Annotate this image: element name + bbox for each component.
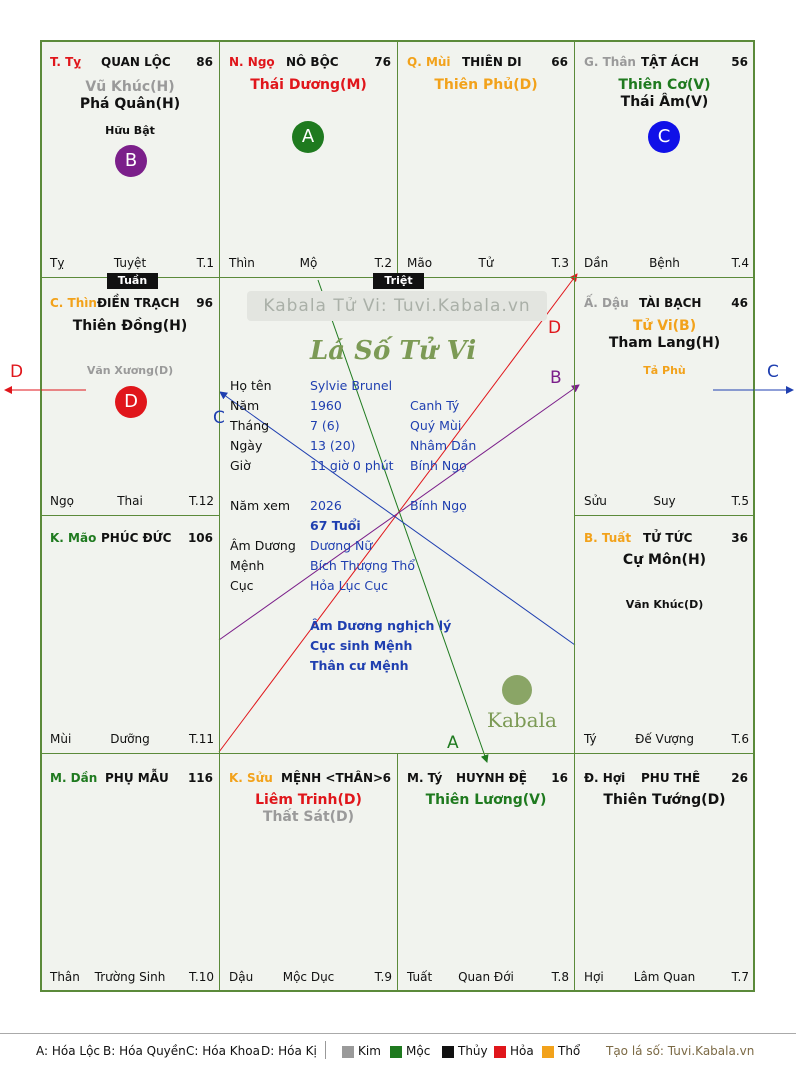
foot-branch: Tuất: [407, 970, 433, 984]
star: Thiên Tướng(D): [603, 792, 726, 808]
foot-stage: Thai: [117, 494, 143, 508]
star: Thiên Phủ(D): [434, 77, 538, 93]
info-label: Cục: [230, 578, 254, 593]
info-value: Hỏa Lục Cục: [310, 578, 388, 593]
palace-phu-the: [574, 753, 755, 992]
palace-value: 6: [382, 771, 391, 785]
line-label-d: D: [548, 318, 562, 338]
foot-branch: Tỵ: [50, 256, 65, 270]
foot-stage: Mộ: [299, 256, 318, 270]
palace-value: 116: [187, 771, 213, 785]
palace-thien-di: [397, 40, 575, 278]
palace-name: HUYNH ĐỆ: [456, 771, 527, 785]
foot-branch: Mão: [407, 256, 433, 270]
palace-name: NÔ BỘC: [286, 55, 339, 69]
info-label: Tháng: [230, 418, 270, 433]
foot-stage: Bệnh: [649, 256, 680, 270]
palace-branch: K. Sửu: [229, 771, 273, 785]
palace-value: 56: [731, 55, 748, 69]
swatch-hoa: [494, 1046, 506, 1058]
minor-star: Hữu Bật: [105, 124, 155, 137]
foot-stage: Trường Sinh: [94, 970, 166, 984]
star: Liêm Trinh(D): [255, 792, 362, 808]
marker-d: D: [115, 386, 147, 418]
triet-tag: Triệt: [373, 273, 424, 289]
info-label: Ngày: [230, 438, 263, 453]
info-value: Sylvie Brunel: [310, 378, 393, 393]
palace-tat-ach: [574, 40, 755, 278]
foot-stage: Mộc Dục: [282, 970, 335, 984]
palace-name: PHÚC ĐỨC: [101, 531, 172, 545]
palace-dien-trach: [40, 277, 220, 516]
info-value: 2026: [310, 498, 342, 513]
palace-name: MỆNH <THÂN>: [281, 771, 384, 785]
palace-branch: Đ. Hợi: [584, 771, 626, 785]
palace-branch: T. Tỵ: [50, 55, 82, 69]
palace-name: PHỤ MẪU: [105, 771, 169, 785]
palace-value: 36: [731, 531, 748, 545]
legend-tho: Thổ: [558, 1044, 581, 1058]
palace-name: TẬT ÁCH: [641, 55, 699, 69]
side-label-c: C: [767, 362, 779, 382]
info-value-canchi: Quý Mùi: [410, 418, 462, 433]
marker-a: A: [292, 121, 324, 153]
legend-divider: [0, 1033, 796, 1034]
minor-star: Văn Xương(D): [86, 364, 174, 377]
info-value: 13 (20): [310, 438, 356, 453]
palace-name: ĐIỀN TRẠCH: [97, 296, 180, 310]
palace-name: QUAN LỘC: [101, 55, 171, 69]
palace-branch: Q. Mùi: [407, 55, 451, 69]
star: Tử Vi(B): [632, 318, 697, 334]
star: Phá Quân(H): [79, 96, 181, 112]
foot-stage: Dưỡng: [110, 732, 150, 746]
tuan-tag: Tuần: [107, 273, 158, 289]
foot-branch: Sửu: [584, 494, 607, 508]
palace-name: TÀI BẠCH: [639, 296, 702, 310]
foot-branch: Tý: [584, 732, 597, 746]
palace-no-boc: [219, 40, 398, 278]
info-value-canchi: Nhâm Dần: [410, 438, 477, 453]
palace-branch: G. Thân: [584, 55, 636, 69]
palace-name: PHU THÊ: [641, 771, 701, 785]
swatch-tho: [542, 1046, 554, 1058]
info-value: Bích Thượng Thổ: [310, 558, 415, 573]
palace-value: 66: [551, 55, 568, 69]
palace-branch: N. Ngọ: [229, 55, 275, 69]
foot-term: T.9: [374, 970, 392, 984]
foot-branch: Dậu: [229, 970, 254, 984]
watermark-banner: Kabala Tử Vi: Tuvi.Kabala.vn: [247, 291, 547, 321]
foot-branch: Ngọ: [50, 494, 74, 508]
foot-term: T.7: [731, 970, 749, 984]
foot-branch: Dần: [584, 256, 609, 270]
star: Thiên Lương(V): [425, 792, 547, 808]
line-label-b: B: [550, 368, 562, 388]
info-label: Mệnh: [230, 558, 265, 573]
foot-stage: Lâm Quan: [633, 970, 696, 984]
info-value-canchi: Canh Tý: [410, 398, 460, 413]
foot-stage: Tuyệt: [113, 256, 147, 270]
note: Âm Dương nghịch lý: [310, 618, 452, 633]
palace-value: 26: [731, 771, 748, 785]
palace-value: 96: [196, 296, 213, 310]
palace-huynh-de: [397, 753, 575, 992]
palace-value: 106: [187, 531, 213, 545]
foot-stage: Tử: [478, 256, 494, 270]
palace-quan-loc: [40, 40, 220, 278]
star: Vũ Khúc(H): [85, 79, 175, 95]
palace-name: THIÊN DI: [462, 55, 522, 69]
minor-star: Văn Khúc(D): [625, 598, 704, 611]
foot-branch: Hợi: [584, 970, 604, 984]
foot-term: T.12: [189, 494, 214, 508]
palace-phu-mau: [40, 753, 220, 992]
foot-branch: Thân: [50, 970, 80, 984]
foot-term: T.11: [189, 732, 214, 746]
kabala-logo-icon: [502, 675, 532, 705]
palace-branch: M. Dần: [50, 771, 98, 785]
info-label: Họ tên: [230, 378, 272, 393]
minor-star: Tả Phù: [643, 364, 686, 377]
legend-hoa-loc-text: A: Hóa Lộc: [36, 1044, 101, 1058]
legend-hoa: Hỏa: [510, 1044, 534, 1058]
star: Thái Dương(M): [250, 77, 367, 93]
foot-term: T.4: [731, 256, 749, 270]
star: Thất Sát(D): [262, 809, 355, 825]
foot-branch: Mùi: [50, 732, 72, 746]
kabala-brand: Kabala: [487, 708, 557, 732]
foot-term: T.10: [189, 970, 214, 984]
star: Thiên Đồng(H): [72, 318, 188, 334]
info-value: 1960: [310, 398, 342, 413]
marker-b: B: [115, 145, 147, 177]
palace-tai-bach: [574, 277, 755, 516]
legend-thuy: Thủy: [458, 1044, 488, 1058]
info-label: Năm xem: [230, 498, 291, 513]
info-value: Dương Nữ: [310, 538, 373, 553]
star: Cự Môn(H): [622, 552, 707, 568]
palace-value: 86: [196, 55, 213, 69]
foot-term: T.5: [731, 494, 749, 508]
palace-branch: M. Tý: [407, 771, 443, 785]
legend-moc: Mộc: [406, 1044, 431, 1058]
info-value: 11 giờ 0 phút: [310, 458, 394, 473]
foot-term: T.6: [731, 732, 749, 746]
foot-term: T.8: [551, 970, 569, 984]
marker-c: C: [648, 121, 680, 153]
foot-term: T.3: [551, 256, 569, 270]
palace-phuc-duc: [40, 515, 220, 754]
star: Tham Lang(H): [608, 335, 721, 351]
legend-site[interactable]: Tạo lá số: Tuvi.Kabala.vn: [606, 1044, 755, 1058]
legend-hoa-ki: D: Hóa Kị: [261, 1044, 317, 1058]
info-value-canchi: Bính Ngọ: [410, 498, 467, 513]
swatch-moc: [390, 1046, 402, 1058]
foot-term: T.2: [374, 256, 392, 270]
line-label-a: A: [447, 733, 459, 753]
swatch-thuy: [442, 1046, 454, 1058]
palace-value: 16: [551, 771, 568, 785]
note: Cục sinh Mệnh: [310, 638, 413, 653]
legend-kim: Kim: [358, 1044, 381, 1058]
star: Thái Âm(V): [620, 94, 709, 110]
note: Thân cư Mệnh: [310, 658, 409, 673]
legend-sep: [325, 1041, 326, 1059]
foot-stage: Quan Đới: [458, 970, 514, 984]
palace-value: 46: [731, 296, 748, 310]
palace-branch: B. Tuất: [584, 531, 632, 545]
info-label: Âm Dương: [230, 538, 296, 553]
palace-branch: K. Mão: [50, 531, 97, 545]
star: Thiên Cơ(V): [618, 77, 711, 93]
line-label-c: C: [213, 408, 225, 428]
palace-menh: [219, 753, 398, 992]
age-value: 67 Tuổi: [310, 518, 361, 533]
info-label: Năm: [230, 398, 260, 413]
foot-term: T.1: [196, 256, 214, 270]
info-value: 7 (6): [310, 418, 340, 433]
legend-hoa-quyen: B: Hóa Quyền: [103, 1044, 186, 1058]
foot-stage: Đế Vượng: [635, 732, 694, 746]
info-value-canchi: Bính Ngọ: [410, 458, 467, 473]
palace-value: 76: [374, 55, 391, 69]
palace-branch: Ấ. Dậu: [584, 296, 629, 310]
palace-branch: C. Thìn: [50, 296, 97, 310]
info-label: Giờ: [230, 458, 251, 473]
palace-tu-tuc: [574, 515, 755, 754]
swatch-kim: [342, 1046, 354, 1058]
legend-hoa-khoa: C: Hóa Khoa: [186, 1044, 260, 1058]
chart-title: Lá Số Tử Vi: [310, 336, 477, 366]
palace-name: TỬ TỨC: [643, 531, 693, 545]
foot-branch: Thìn: [229, 256, 255, 270]
side-label-d: D: [10, 362, 24, 382]
foot-stage: Suy: [653, 494, 676, 508]
